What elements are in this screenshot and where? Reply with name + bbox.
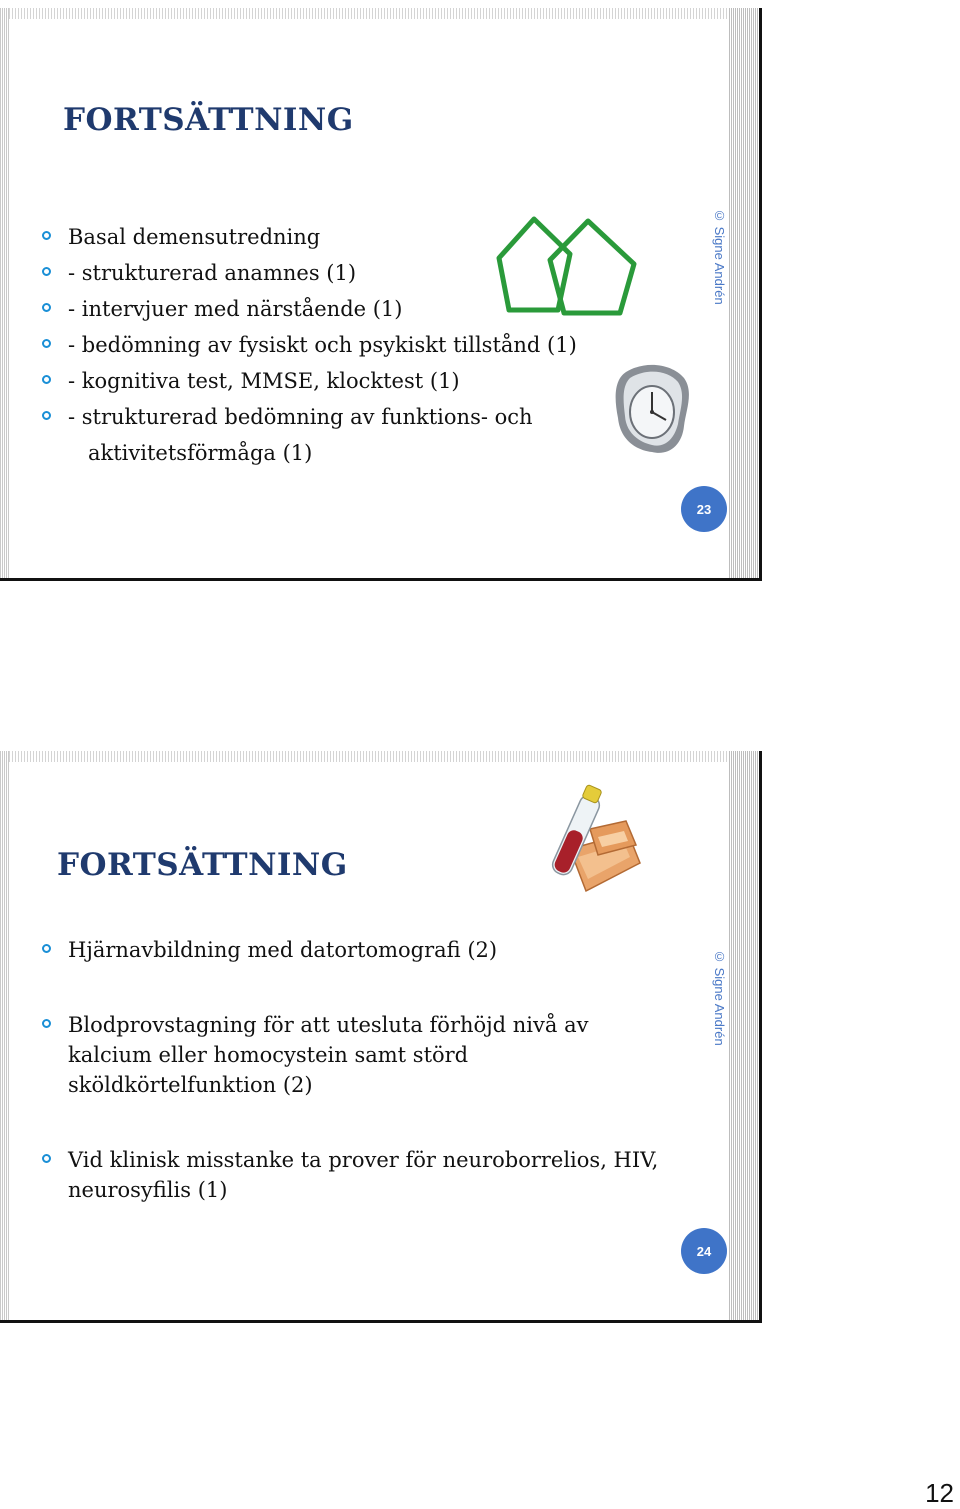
bullet-list <box>38 935 738 1205</box>
slide-23 <box>0 8 762 581</box>
list-item: Blodprovstagning för att utesluta förhöjd nivå av kalcium eller homocystein samt störd sköldkörtelfunktion (2) <box>38 1010 668 1100</box>
bullet-icon <box>42 267 51 276</box>
bullet-icon <box>42 303 51 312</box>
pentagon-drawing-image <box>494 214 640 322</box>
list-item: Vid klinisk misstanke ta prover för neuroborrelios, HIV, neurosyfilis (1) <box>38 1145 738 1205</box>
slide-decoration-left <box>0 751 9 1320</box>
slide-decoration-right <box>729 8 759 578</box>
bullet-icon <box>42 1154 51 1163</box>
list-item: - intervjuer med närstående (1) <box>38 294 638 324</box>
slide-title: FORTSÄTTNING <box>63 102 354 138</box>
bullet-icon <box>42 1019 51 1028</box>
list-item: - kognitiva test, MMSE, klocktest (1) <box>38 366 638 396</box>
melting-clock-image <box>612 362 692 458</box>
bullet-icon <box>42 411 51 420</box>
list-item-continuation: aktivitetsförmåga (1) <box>88 441 313 465</box>
list-item: - strukturerad bedömning av funktions- och aktivitetsförmåga (1) <box>38 402 638 468</box>
bullet-icon <box>42 944 51 953</box>
sheet-page-number: 12 <box>925 1478 954 1508</box>
page-number-badge: 23 <box>681 486 727 532</box>
list-item: Hjärnavbildning med datortomografi (2) <box>38 935 738 965</box>
bullet-icon <box>42 375 51 384</box>
slide-decoration-top <box>9 8 729 19</box>
list-item: - bedömning av fysiskt och psykiskt tillstånd (1) <box>38 330 638 360</box>
bullet-icon <box>42 339 51 348</box>
slide-title: FORTSÄTTNING <box>57 847 348 883</box>
page-number-badge: 24 <box>681 1228 727 1274</box>
list-item: Basal demensutredning <box>38 222 638 252</box>
slide-decoration-left <box>0 8 9 578</box>
copyright-notice: © Signe Andrén <box>712 949 727 1046</box>
blood-test-tube-image <box>528 783 648 899</box>
slide-decoration-top <box>9 751 729 762</box>
copyright-notice: © Signe Andrén <box>712 208 727 305</box>
slide-24 <box>0 751 762 1323</box>
bullet-icon <box>42 231 51 240</box>
list-item: - strukturerad anamnes (1) <box>38 258 638 288</box>
